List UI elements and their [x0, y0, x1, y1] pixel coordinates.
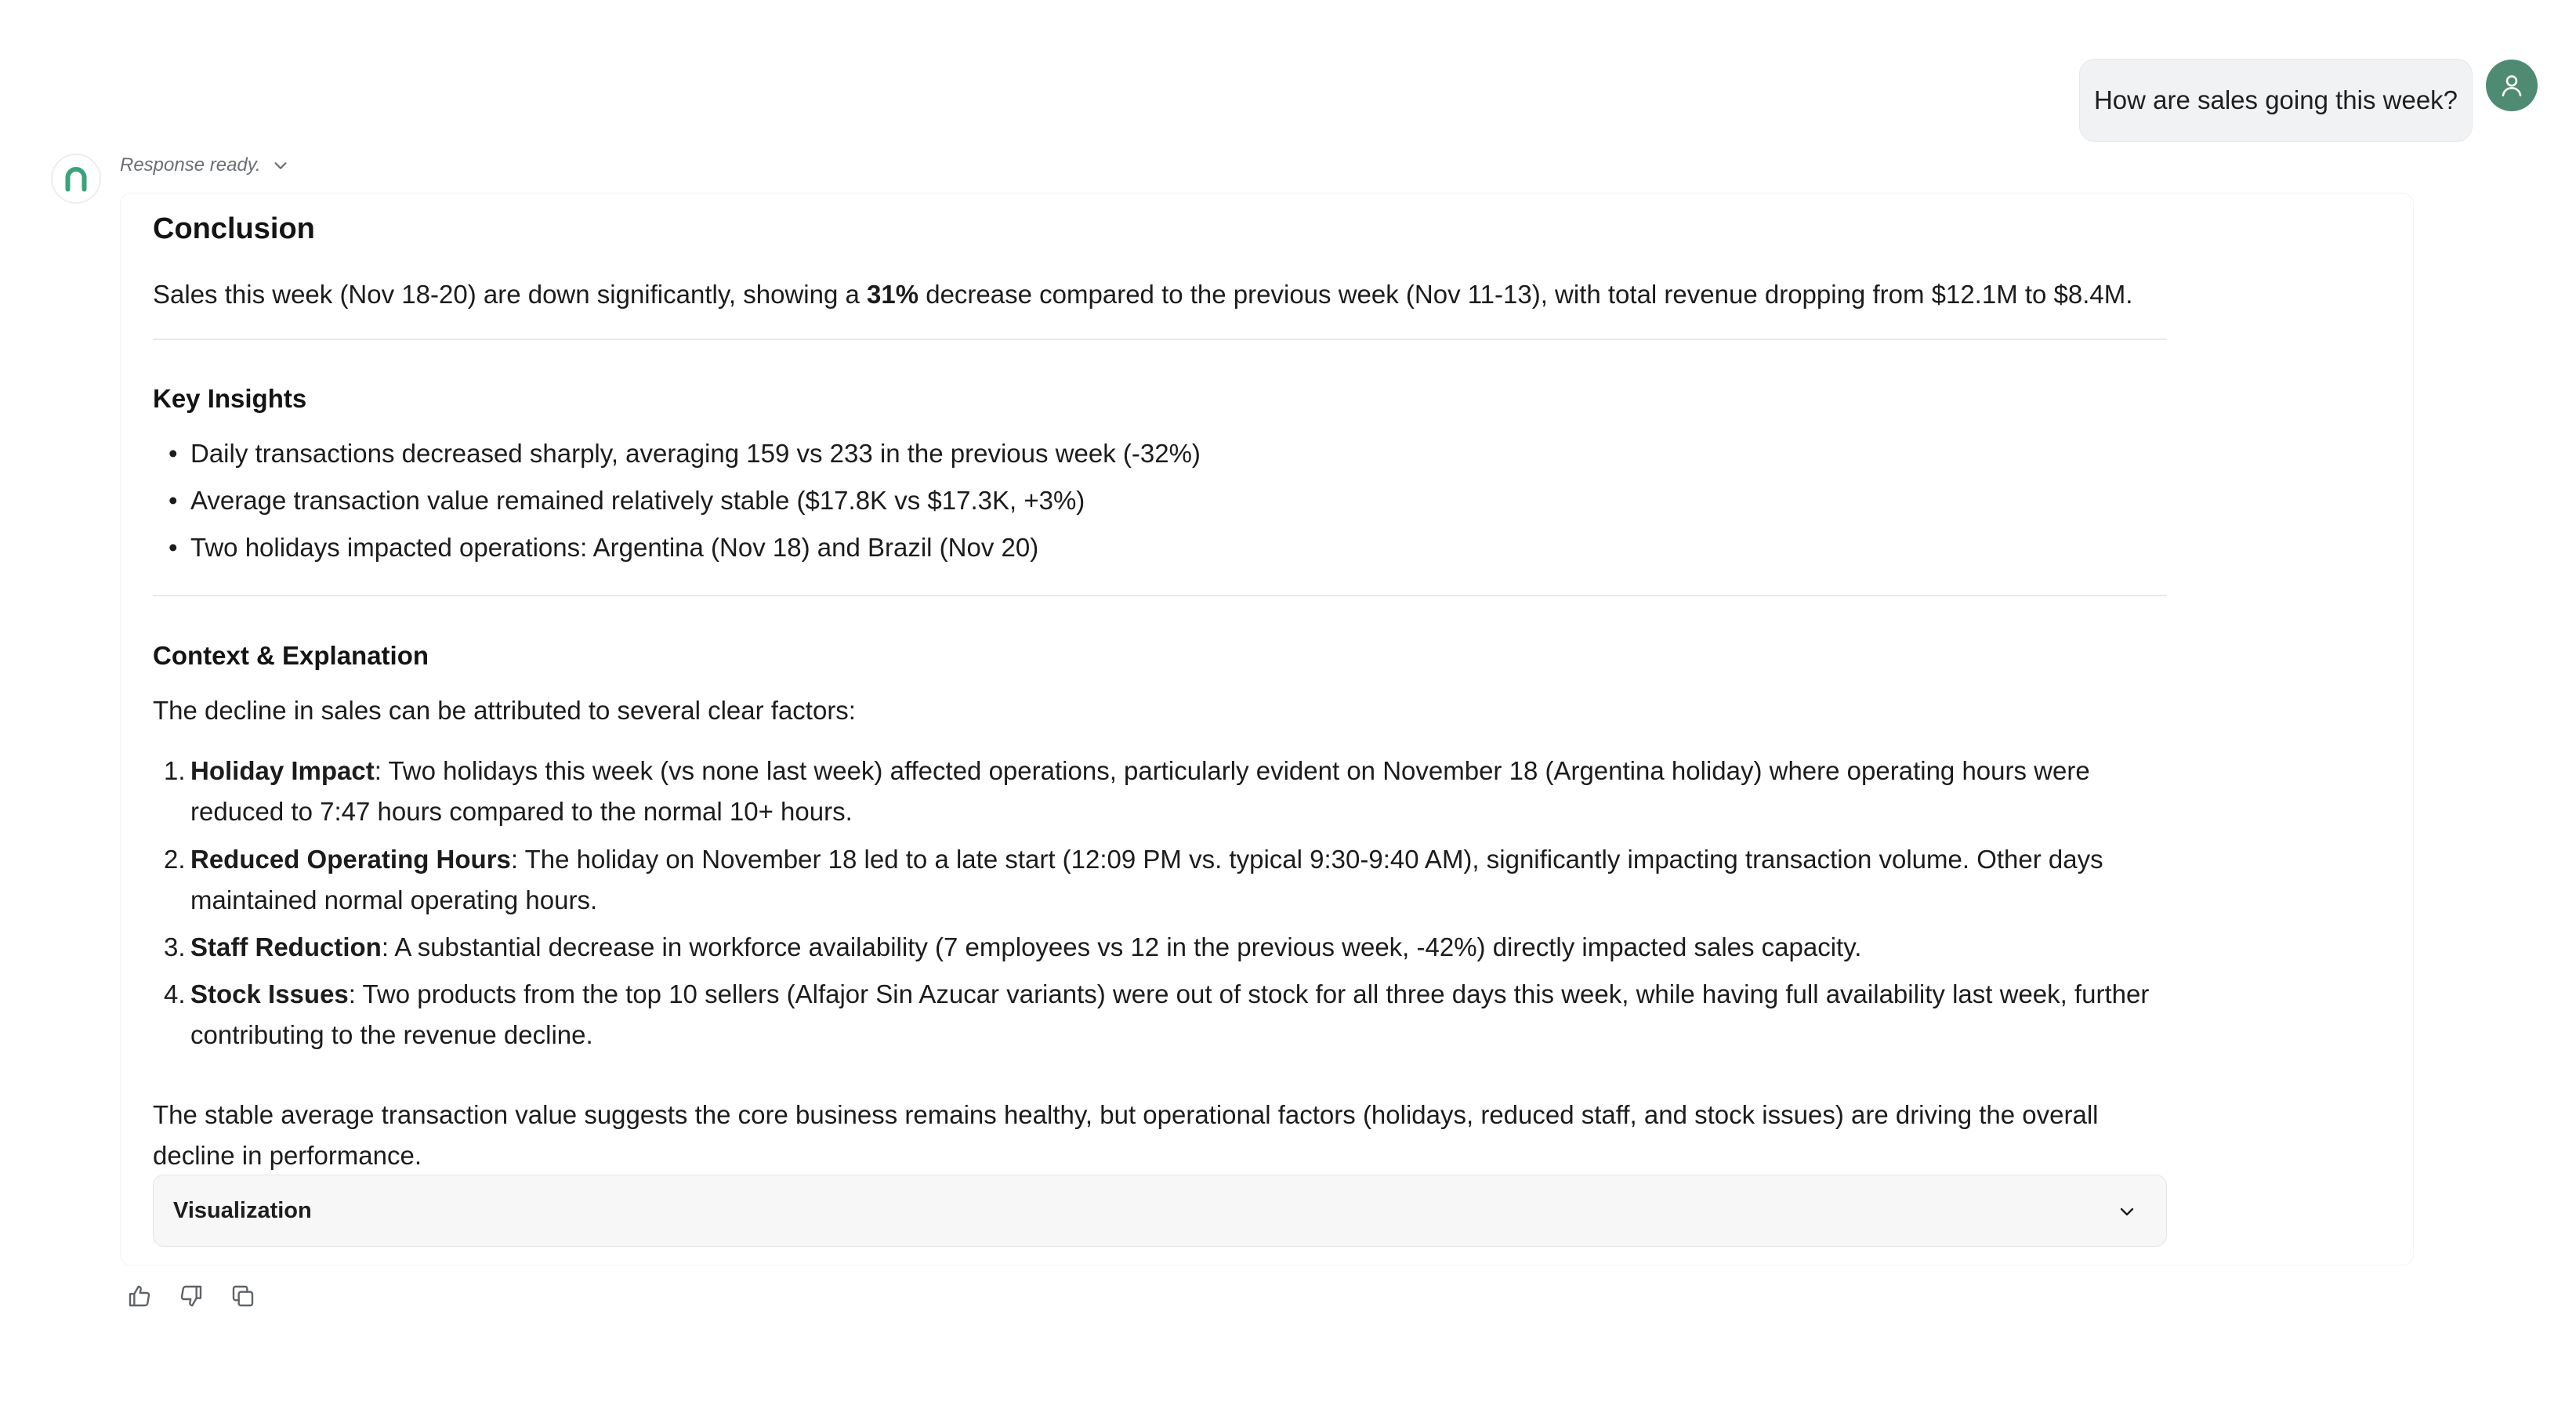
conclusion-highlight: 31%	[867, 280, 919, 309]
copy-button[interactable]	[229, 1282, 257, 1310]
user-avatar[interactable]	[2486, 60, 2538, 111]
bullet-marker: •	[168, 439, 178, 468]
assistant-avatar	[51, 154, 101, 204]
arch-logo-icon	[62, 165, 90, 193]
conclusion-paragraph: Sales this week (Nov 18-20) are down significantly, showing a 31% decrease compared to the previous week (Nov 11-13), with total revenue dropping from $12.1M to $8.4M.	[153, 280, 2133, 309]
visualization-accordion[interactable]	[153, 1175, 2167, 1247]
user-message-text: How are sales going this week?	[2093, 85, 2458, 114]
thumbs-down-icon	[179, 1283, 204, 1309]
conclusion-heading: Conclusion	[153, 212, 315, 245]
context-intro: The decline in sales can be attributed to several clear factors:	[153, 696, 856, 725]
bullet-marker: •	[168, 486, 178, 515]
key-insights-heading: Key Insights	[153, 384, 307, 413]
bullet-marker: •	[168, 533, 178, 562]
section-divider	[153, 595, 2167, 596]
context-heading: Context & Explanation	[153, 641, 429, 670]
chevron-down-icon	[272, 157, 289, 174]
response-actions	[125, 1282, 257, 1310]
assistant-response-card: Conclusion Sales this week (Nov 18-20) are down significantly, showing a 31% decrease compared to the previous week (Nov 11-13), with total revenue dropping from $12.1M to $8.4M. Key Insights • Daily transactions decreased sharply, averaging 159 vs 233 in the previous week (-32%) • Average transaction value remained relatively stable ($17.8K vs $17.3K, +3%) • Two holidays impacted operations: Argentina (Nov 18) and Brazil (Nov 20) Context & Explanation The decline in sales can be attributed to several clear factors: 1. Holiday Impact: Two holidays this week (vs none last week) affected operations, particularly evident on November 18 (Argentina holiday) where operating hours were reduced to 7:47 hours compared to the normal 10+ hours. 2. Reduced Operating Hours: The holiday on November 18 led to a late start (12:09 PM vs. typical 9:30-9:40 AM), significantly impacting transaction volume. Other days maintained normal operating hours. 3. Staff Reduction: A substantial decrease in workforce availability (7 employees vs 12 in the previous week, -42%) directly impacted sales capacity. 4. Stock Issues: Two products from the top 10 sellers (Alfajor Sin Azucar variants) were out of stock for all three days this week, while having full availability last week, further contributing to the revenue decline. The stable average transaction value suggests the core business remains healthy, but operational factors (holidays, reduced staff, and stock issues) are driving the overall decline in performance. Visualization	[120, 193, 2414, 1265]
copy-icon	[230, 1283, 255, 1309]
chevron-down-icon	[2118, 1202, 2136, 1221]
section-divider	[153, 339, 2167, 340]
visualization-label: Visualization	[173, 1198, 312, 1223]
response-status-text: Response ready.	[120, 154, 261, 176]
person-icon	[2498, 72, 2525, 99]
response-status-toggle[interactable]	[120, 154, 289, 177]
user-message-bubble	[2079, 59, 2473, 142]
summary-paragraph: The stable average transaction value suggests the core business remains healthy, but operational factors (holidays, reduced staff, and stock issues) are driving the overall decline in performance.	[153, 1100, 2099, 1170]
thumbs-down-button[interactable]	[177, 1282, 205, 1310]
thumbs-up-icon	[127, 1283, 152, 1309]
thumbs-up-button[interactable]	[125, 1282, 154, 1310]
